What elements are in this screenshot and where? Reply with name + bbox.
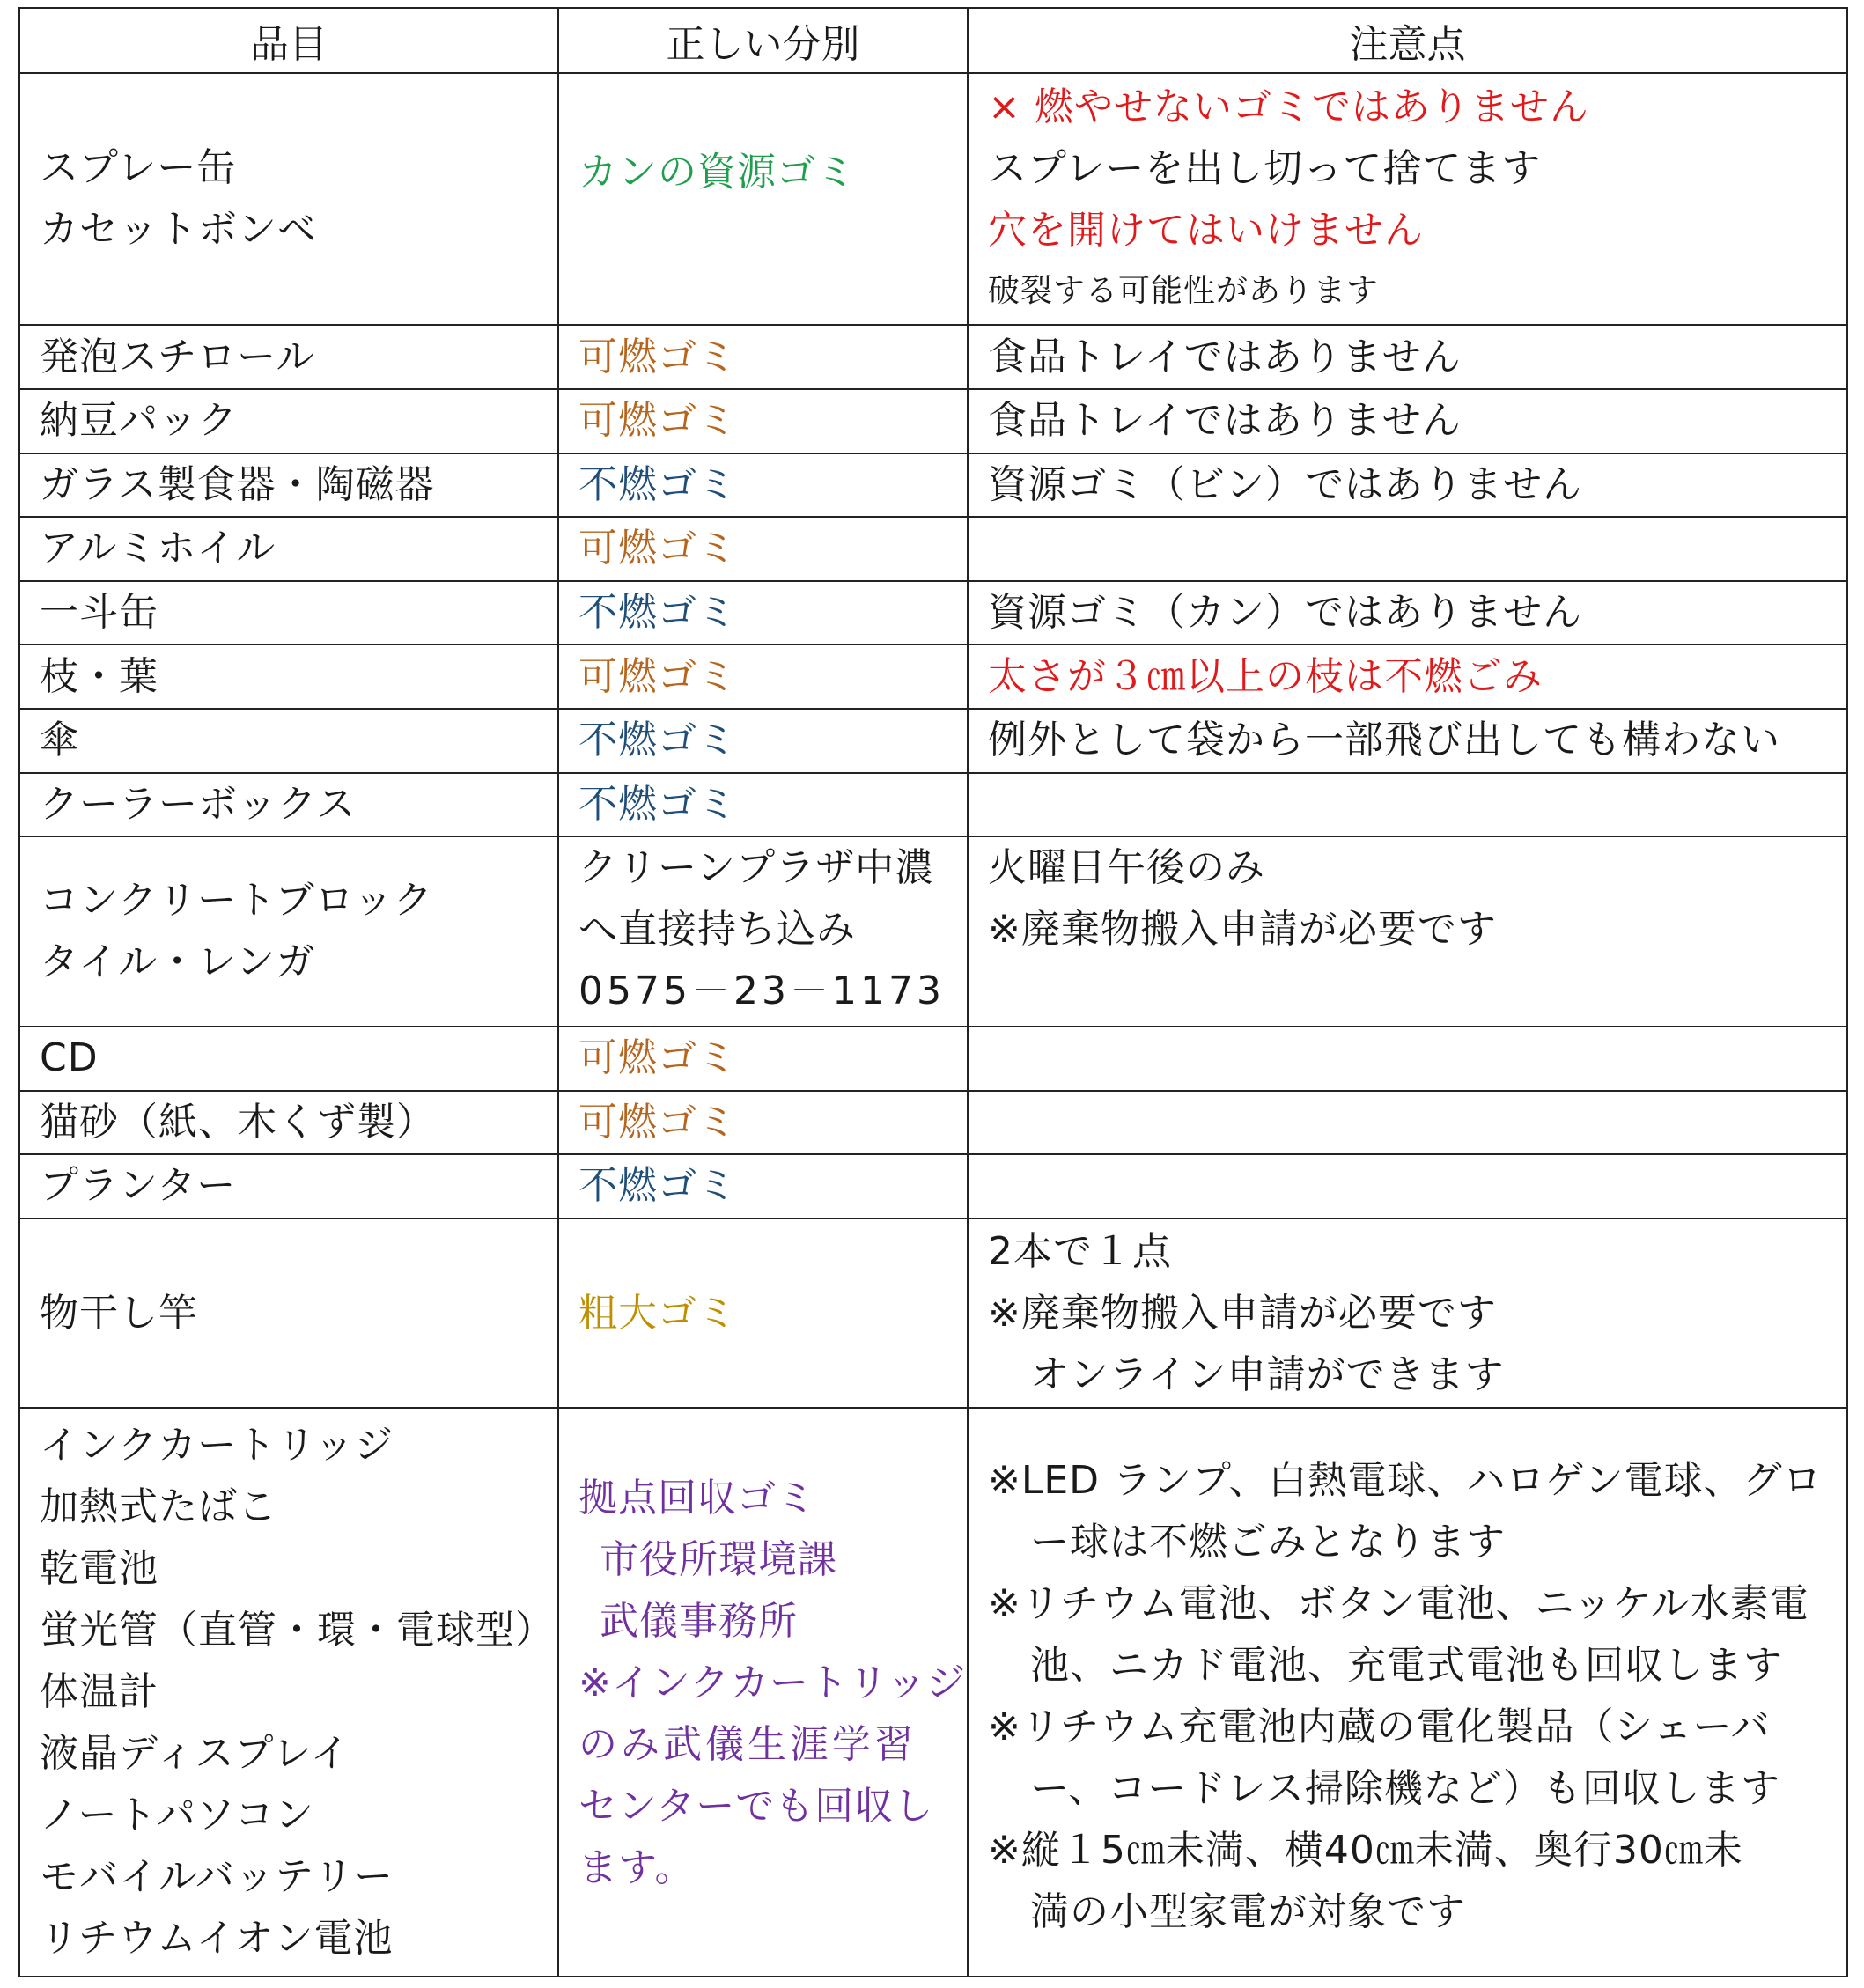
- notes-cell: [968, 1408, 1847, 1977]
- note-line: ※LED ランプ、白熱電球、ハロゲン電球、グロ: [988, 1458, 1823, 1504]
- item-cell: [19, 581, 558, 645]
- table-row: [19, 773, 1847, 837]
- table-row: [19, 1154, 1847, 1219]
- item-name: 枝・葉: [40, 653, 158, 699]
- note-line: ※廃棄物搬入申請が必要です: [988, 1290, 1497, 1336]
- notes-cell: [968, 709, 1847, 773]
- table-row: [19, 517, 1847, 581]
- category-label: 不燃ゴミ: [578, 590, 737, 636]
- notes-cell: [968, 773, 1847, 837]
- item-name: 一斗缶: [40, 590, 158, 636]
- notes-cell: [968, 73, 1847, 325]
- note-line: 食品トレイではありません: [988, 398, 1462, 444]
- category-label: 可燃ゴミ: [578, 398, 737, 444]
- note-line: ※リチウム電池、ボタン電池、ニッケル水素電: [988, 1581, 1809, 1627]
- item-name: 発泡スチロール: [40, 334, 316, 379]
- note-line: 穴を開けてはいけません: [988, 208, 1424, 254]
- item-name: タイル・レンガ: [40, 939, 316, 985]
- item-name: クーラーボックス: [40, 781, 357, 827]
- note-line: × 燃やせないゴミではありません: [988, 85, 1589, 130]
- category-cell: [558, 73, 968, 325]
- table-row: [19, 581, 1847, 645]
- category-cell: [558, 1408, 968, 1977]
- item-name: 納豆パック: [40, 398, 238, 444]
- category-label: 不燃ゴミ: [578, 1163, 737, 1209]
- note-line: 満の小型家電が対象です: [1030, 1889, 1466, 1935]
- category-cell: [558, 1154, 968, 1219]
- table-row: [19, 836, 1847, 1027]
- item-name: 液晶ディスプレイ: [40, 1731, 350, 1777]
- note-line: オンライン申請ができます: [1030, 1351, 1505, 1397]
- item-name: カセットボンベ: [40, 207, 317, 253]
- category-cell: [558, 644, 968, 709]
- category-label: 可燃ゴミ: [578, 334, 737, 379]
- category-cell: [558, 1027, 968, 1091]
- category-cell: [558, 581, 968, 645]
- category-label: 拠点回収ゴミ: [578, 1476, 816, 1521]
- table-row: [19, 1408, 1847, 1977]
- notes-cell: [968, 1219, 1847, 1409]
- table-row: [19, 709, 1847, 773]
- item-cell: [19, 453, 558, 518]
- note-line: ー、コードレス掃除機など）も回収します: [1030, 1766, 1780, 1812]
- category-label: 不燃ゴミ: [578, 781, 737, 827]
- notes-cell: [968, 453, 1847, 518]
- item-name: コンクリートブロック: [40, 878, 433, 924]
- category-label: 可燃ゴミ: [578, 1099, 737, 1145]
- item-name: スプレー缶: [40, 145, 237, 191]
- note-line: 資源ゴミ（カン）ではありません: [988, 590, 1582, 636]
- collection-location: 武儀事務所: [600, 1599, 798, 1645]
- notes-cell: [968, 389, 1847, 453]
- category-cell: [558, 389, 968, 453]
- item-name: 乾電池: [40, 1546, 158, 1592]
- table-row: [19, 73, 1847, 325]
- notes-cell: [968, 581, 1847, 645]
- category-label: カンの資源ゴミ: [578, 150, 856, 195]
- category-cell: [558, 836, 968, 1027]
- item-name: モバイルバッテリー: [40, 1854, 394, 1900]
- notes-cell: [968, 836, 1847, 1027]
- category-cell: [558, 1219, 968, 1409]
- item-cell: [19, 773, 558, 837]
- category-cell: [558, 517, 968, 581]
- note-line: ※リチウム充電池内蔵の電化製品（シェーバ: [988, 1705, 1771, 1750]
- header-notes: 注意点: [968, 8, 1847, 73]
- note-line: 資源ゴミ（ビン）ではありません: [988, 461, 1582, 507]
- item-name: 物干し竿: [40, 1290, 198, 1336]
- item-cell: [19, 73, 558, 325]
- header-category: 正しい分別: [558, 8, 968, 73]
- table-row: [19, 1091, 1847, 1155]
- item-cell: [19, 1154, 558, 1219]
- waste-sorting-table: [18, 7, 1848, 1977]
- table-row: [19, 1027, 1847, 1091]
- header-item: 品目: [19, 8, 558, 73]
- item-name: 傘: [40, 718, 79, 763]
- note-line: スプレーを出し切って捨てます: [988, 146, 1542, 192]
- category-note: ます。: [578, 1845, 695, 1891]
- item-cell: [19, 836, 558, 1027]
- note-line: ※縦１5㎝未満、横40㎝未満、奥行30㎝未: [988, 1828, 1743, 1874]
- notes-cell: [968, 325, 1847, 389]
- item-name: 蛍光管（直管・環・電球型）: [40, 1608, 555, 1653]
- category-label: 可燃ゴミ: [578, 1035, 737, 1081]
- note-line: 破裂する可能性があります: [988, 273, 1380, 310]
- item-cell: [19, 1219, 558, 1409]
- item-name: アルミホイル: [40, 526, 276, 571]
- category-note: のみ武儀生涯学習: [578, 1722, 917, 1768]
- notes-cell: [968, 1091, 1847, 1155]
- header-row: [19, 8, 1847, 73]
- note-line: ※廃棄物搬入申請が必要です: [988, 907, 1497, 953]
- note-line: 2本で１点: [988, 1228, 1172, 1274]
- notes-cell: [968, 1027, 1847, 1091]
- note-line: ー球は不燃ごみとなります: [1030, 1520, 1506, 1565]
- table-body: [19, 73, 1847, 1977]
- category-label: へ直接持ち込み: [578, 907, 856, 953]
- item-name: リチウムイオン電池: [40, 1916, 394, 1962]
- item-cell: [19, 709, 558, 773]
- category-label: 不燃ゴミ: [578, 461, 737, 507]
- category-label: クリーンプラザ中濃: [578, 845, 935, 891]
- item-name: 体温計: [40, 1669, 158, 1715]
- item-cell: [19, 1408, 558, 1977]
- note-line: 例外として袋から一部飛び出しても構わない: [988, 718, 1780, 763]
- item-cell: [19, 517, 558, 581]
- notes-cell: [968, 517, 1847, 581]
- phone-number: 0575－23－1173: [578, 968, 945, 1014]
- category-label: 不燃ゴミ: [578, 718, 737, 763]
- note-line: 太さが３㎝以上の枝は不燃ごみ: [988, 653, 1543, 699]
- category-label: 可燃ゴミ: [578, 653, 737, 699]
- category-note: センターでも回収し: [578, 1784, 934, 1830]
- item-name: ノートパソコン: [40, 1793, 314, 1838]
- item-cell: [19, 1091, 558, 1155]
- category-cell: [558, 773, 968, 837]
- notes-cell: [968, 644, 1847, 709]
- table-row: [19, 1219, 1847, 1409]
- category-label: 粗大ゴミ: [578, 1290, 737, 1336]
- table-row: [19, 325, 1847, 389]
- item-name: CD: [40, 1035, 99, 1081]
- note-line: 池、ニカド電池、充電式電池も回収します: [1030, 1643, 1783, 1689]
- item-name: インクカートリッジ: [40, 1423, 394, 1469]
- category-cell: [558, 709, 968, 773]
- item-cell: [19, 1027, 558, 1091]
- table-row: [19, 453, 1847, 518]
- category-note: ※インクカートリッジ: [578, 1660, 967, 1706]
- item-name: 猫砂（紙、木くず製）: [40, 1099, 436, 1145]
- item-name: 加熱式たばこ: [40, 1484, 277, 1530]
- category-cell: [558, 325, 968, 389]
- note-line: 火曜日午後のみ: [988, 845, 1265, 891]
- category-cell: [558, 1091, 968, 1155]
- sorting-guide-sheet: [18, 7, 1846, 1977]
- notes-cell: [968, 1154, 1847, 1219]
- table-row: [19, 389, 1847, 453]
- item-cell: [19, 325, 558, 389]
- item-name: ガラス製食器・陶磁器: [40, 461, 435, 507]
- table-row: [19, 644, 1847, 709]
- collection-location: 市役所環境課: [600, 1537, 837, 1583]
- item-name: プランター: [40, 1163, 237, 1209]
- category-cell: [558, 453, 968, 518]
- category-label: 可燃ゴミ: [578, 526, 737, 571]
- note-line: 食品トレイではありません: [988, 334, 1462, 379]
- item-cell: [19, 644, 558, 709]
- item-cell: [19, 389, 558, 453]
